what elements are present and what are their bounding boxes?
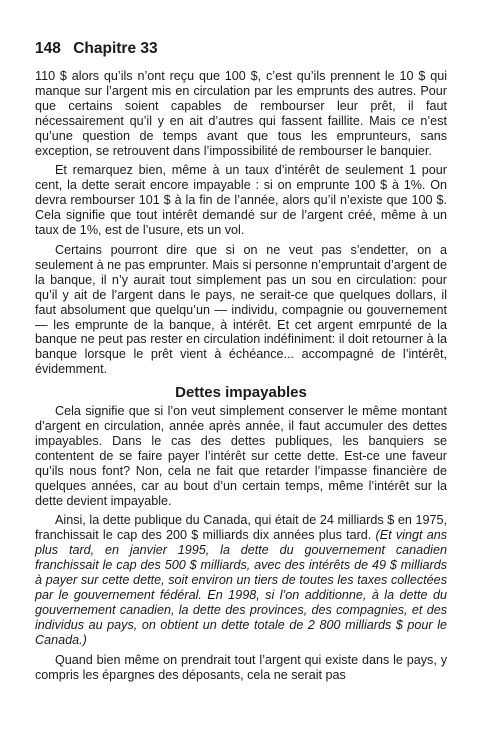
page-header xyxy=(35,40,447,58)
paragraph-text: Ainsi, la dette publique du Canada, qui était de 24 milliards $ en 1975, franchissait le cap des 200 $ milliards dix années plus tard. xyxy=(35,513,447,543)
chapter-title: Chapitre 33 xyxy=(73,40,158,57)
page-number: 148 xyxy=(35,40,61,57)
book-page xyxy=(35,40,447,687)
paragraph: Cela signifie que si l’on veut simplement conserver le même montant d’argent en circulation, année après année, il faut accumuler des dettes impayables. Dans le cas des dettes publiques, les banquiers se contentent de se faire payer l’intérêt sur cette dette. Est-ce une faveur qu’ils nous font? Non, cela ne fait que retarder l’impasse financière de quelques années, car au bout d’un certain temps, même l’intérêt sur la dette devient impayable. xyxy=(35,404,447,508)
paragraph: Quand bien même on prendrait tout l’argent qui existe dans le pays, y compris les épargnes des déposants, cela ne serait pas xyxy=(35,652,447,682)
paragraph: 110 $ alors qu’ils n’ont reçu que 100 $, c’est qu’ils prennent le 10 $ qui manque sur l’argent mis en circulation par les emprunts des autres. Pour que certains soient capables de rembourser leur prêt, il faut nécessairement qu’il y en ait d’autres qui fassent faillite. Mais ce n’est qu’une question de temps avant que tous les emprunteurs, sans exception, se retrouvent dans l’impossibilité de rembourser le banquier. xyxy=(35,69,447,158)
italic-note: (Et vingt ans plus tard, en janvier 1995, la dette du gouvernement canadien franchissait le cap des 500 $ milliards, avec des intérêts de 49 $ milliards à payer sur cette dette, soit environ un tiers de toutes les taxes collectées par le gouvernement fédéral. En 1998, si l’on additionne, à la dette du gouvernement canadien, la dette des provinces, des compagnies, et des individus au pays, on obtient un dette totale de 2 800 milliards $ pour le Canada.) xyxy=(35,528,448,647)
paragraph: Et remarquez bien, même à un taux d’intérêt de seulement 1 pour cent, la dette serait encore impayable : si on emprunte 100 $ à 1%. On devra rembourser 101 $ à la fin de l’année, alors qu’il n’existe que 100 $. Cela signifie que tout intérêt demandé sur de l’argent créé, même à un taux de 1%, est de l’usure, ets un vol. xyxy=(35,163,447,238)
paragraph: Certains pourront dire que si on ne veut pas s’endetter, on a seulement à ne pas emprunter. Mais si personne n’empruntait d’argent de la banque, il n’y aurait tout simplement pas un sou en circulation: pour qu’il y ait de l’argent dans le pays, ne serait-ce que quelques dollars, il faut absolument que quelqu’un — individu, compagnie ou gouvernement — les emprunte de la banque, à intérêt. Et cet argent emrpunté de la banque ne peut pas rester en circulation indéfiniment: il doit retourner à la banque lorsque le prêt vient à échéance... accompagné de l’intérêt, évidemment. xyxy=(35,242,447,377)
paragraph-canada-debt xyxy=(35,513,447,647)
section-heading: Dettes impayables xyxy=(175,384,307,402)
